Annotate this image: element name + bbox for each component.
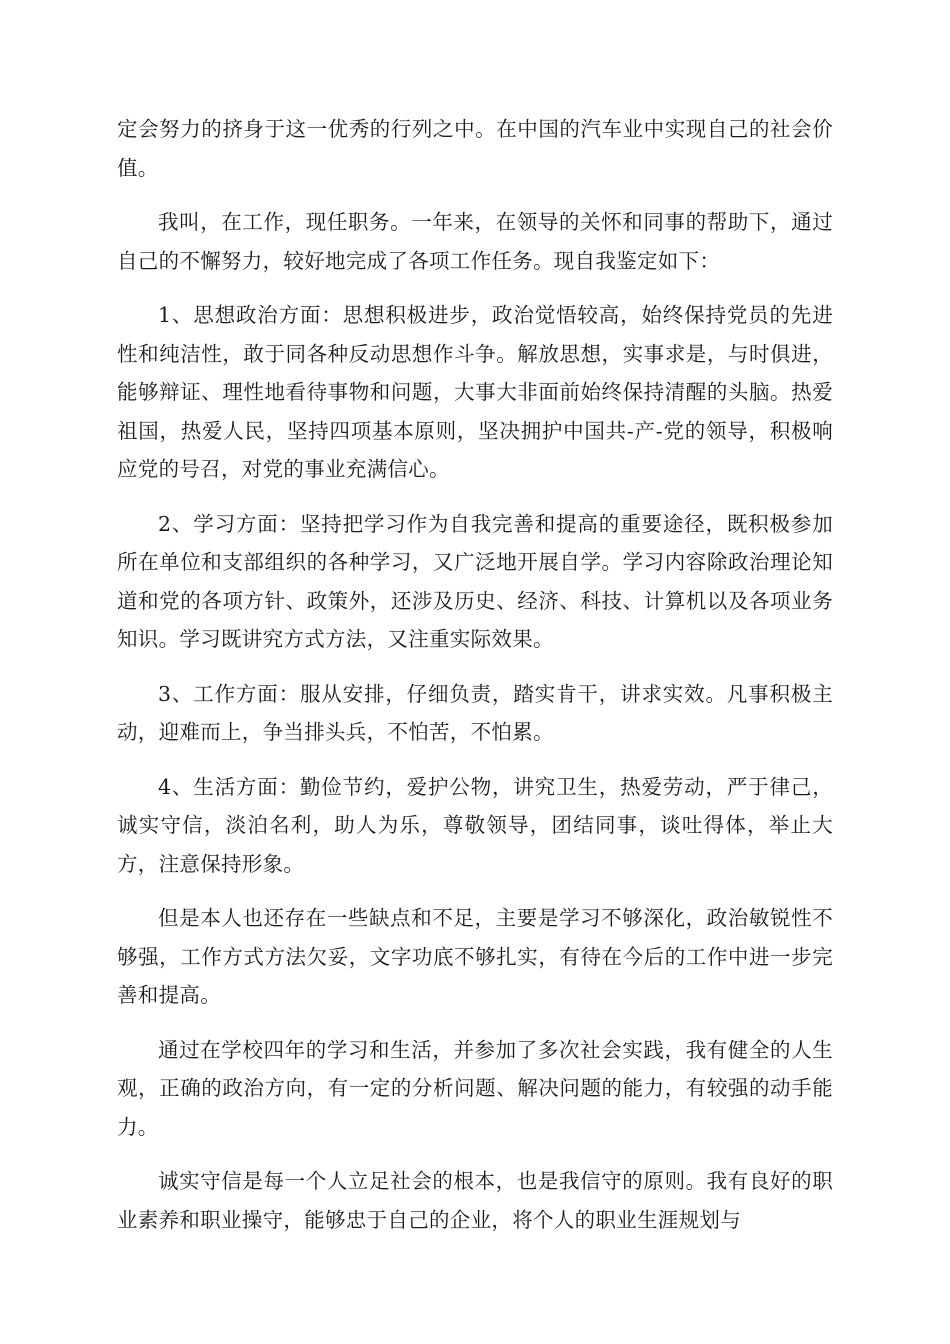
paragraph-shortcomings: 但是本人也还存在一些缺点和不足，主要是学习不够深化，政治敏锐性不够强，工作方式方法欠妥，文字功底不够扎实，有待在今后的工作中进一步完善和提高。 (117, 906, 833, 1007)
paragraph-continuation: 定会努力的挤身于这一优秀的行列之中。在中国的汽车业中实现自己的社会价值。 (117, 117, 833, 180)
document-body (117, 110, 833, 1255)
paragraph-school: 通过在学校四年的学习和生活，并参加了多次社会实践，我有健全的人生观，正确的政治方向，有一定的分析问题、解决问题的能力，有较强的动手能力。 (117, 1037, 833, 1139)
paragraph-political: 1、思想政治方面：思想积极进步，政治觉悟较高，始终保持党员的先进性和纯洁性，敢于同各种反动思想作斗争。解放思想，实事求是，与时俱进，能够辩证、理性地看待事物和问题，大事大非面前始终保持清醒的头脑。热爱祖国，热爱人民，坚持四项基本原则，坚决拥护中国共-产-党的领导，积极响应党的号召，对党的事业充满信心。 (117, 303, 833, 481)
paragraph-intro: 我叫，在工作，现任职务。一年来，在领导的关怀和同事的帮助下，通过自己的不懈努力，较好地完成了各项工作任务。现自我鉴定如下： (117, 210, 833, 273)
paragraph-study: 2、学习方面：坚持把学习作为自我完善和提高的重要途径，既积极参加所在单位和支部组织的各种学习，又广泛地开展自学。学习内容除政治理论知道和党的各项方针、政策外，还涉及历史、经济、科技、计算机以及各项业务知识。学习既讲究方式方法，又注重实际效果。 (117, 511, 833, 651)
paragraph-work: 3、工作方面：服从安排，仔细负责，踏实肯干，讲求实效。凡事积极主动，迎难而上，争当排头兵，不怕苦，不怕累。 (117, 681, 833, 744)
paragraph-life: 4、生活方面：勤俭节约，爱护公物，讲究卫生，热爱劳动，严于律己，诚实守信，淡泊名利，助人为乐，尊敬领导，团结同事，谈吐得体，举止大方，注意保持形象。 (117, 774, 833, 876)
paragraph-integrity: 诚实守信是每一个人立足社会的根本，也是我信守的原则。我有良好的职业素养和职业操守，能够忠于自己的企业，将个人的职业生涯规划与 (117, 1169, 833, 1232)
